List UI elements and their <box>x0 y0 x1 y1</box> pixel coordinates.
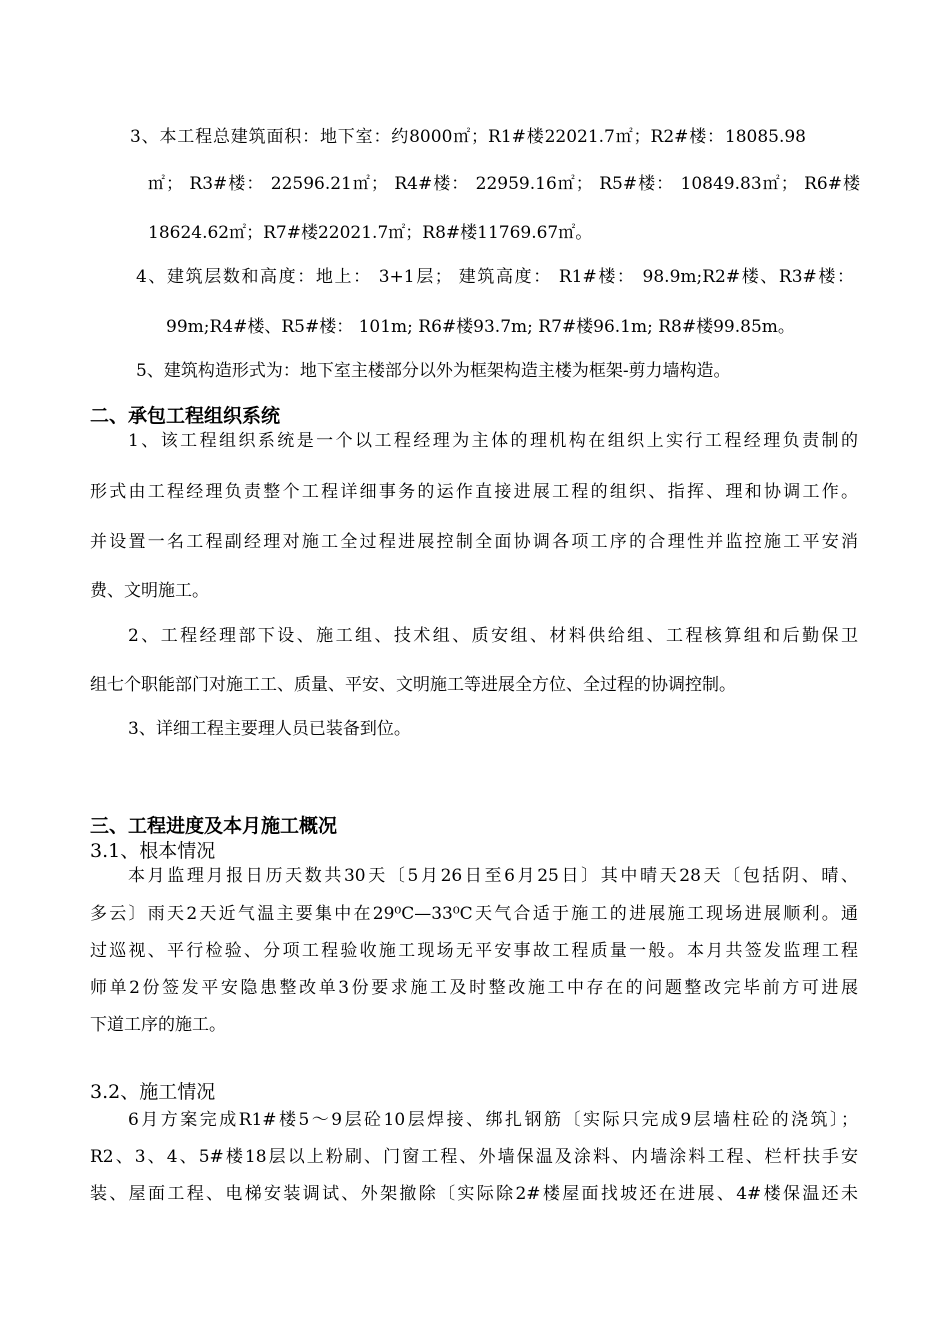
section3-2-title: 3.2、施工情况 <box>90 1081 216 1103</box>
section3-1-title: 3.1、根本情况 <box>90 840 216 862</box>
section3-2-line2: R2、3、4、5#楼18层以上粉刷、门窗工程、外墙保温及涂料、内墙涂料工程、栏杆扶手安 <box>90 1147 858 1167</box>
section3-2-line3: 装、屋面工程、电梯安装调试、外架撤除〔实际除2#楼屋面找坡还在进展、4#楼保温还未 <box>90 1184 858 1204</box>
section2-p2-line1: 2、工程经理部下设、施工组、技术组、质安组、材料供给组、工程核算组和后勤保卫 <box>128 626 858 646</box>
section2-p1-line1: 1、该工程组织系统是一个以工程经理为主体的理机构在组织上实行工程经理负责制的 <box>128 431 858 451</box>
section3-1-line4: 师单2份签发平安隐患整改单3份要求施工及时整改施工中存在的问题整改完毕前方可进展 <box>90 978 858 998</box>
item4-line1: 4、建筑层数和高度：地上： 3+1层； 建筑高度： R1#楼： 98.9m;R2#楼、R3#楼： <box>136 267 854 287</box>
section3-title: 三、工程进度及本月施工概况 <box>90 815 338 837</box>
item4-line2: 99m;R4#楼、R5#楼： 101m; R6#楼93.7m; R7#楼96.1m; R8#楼99.85m。 <box>166 317 795 337</box>
section2-p3: 3、详细工程主要理人员已装备到位。 <box>128 719 411 739</box>
section3-2-line1: 6月方案完成R1#楼5～9层砼10层焊接、绑扎钢筋〔实际只完成9层墙柱砼的浇筑〕； <box>128 1110 858 1130</box>
section3-1-line3: 过巡视、平行检验、分项工程验收施工现场无平安事故工程质量一般。本月共签发监理工程 <box>90 941 858 961</box>
section2-p1-line4: 费、文明施工。 <box>90 581 209 601</box>
section3-1-line5: 下道工序的施工。 <box>90 1015 226 1035</box>
item3-line2: ㎡； R3#楼： 22596.21㎡； R4#楼： 22959.16㎡； R5#楼： 10849.83㎡； R6#楼 <box>148 174 860 194</box>
item3-line3: 18624.62㎡；R7#楼22021.7㎡；R8#楼11769.67㎡。 <box>148 223 593 243</box>
section3-1-line1: 本月监理月报日历天数共30天〔5月26日至6月25日〕其中晴天28天〔包括阴、晴、 <box>128 866 858 886</box>
section2-p1-line2: 形式由工程经理负责整个工程详细事务的运作直接进展工程的组织、指挥、理和协调工作。 <box>90 482 858 502</box>
item5: 5、建筑构造形式为：地下室主楼部分以外为框架构造主楼为框架-剪力墙构造。 <box>136 361 731 381</box>
section2-p2-line2: 组七个职能部门对施工工、质量、平安、文明施工等进展全方位、全过程的协调控制。 <box>90 675 736 695</box>
section3-1-line2: 多云〕雨天2天近气温主要集中在29⁰C—33⁰C天气合适于施工的进展施工现场进展顺利。通 <box>90 904 858 924</box>
item3-line1: 3、本工程总建筑面积：地下室：约8000㎡；R1#楼22021.7㎡；R2#楼：18085.98 <box>130 127 806 147</box>
section2-p1-line3: 并设置一名工程副经理对施工全过程进展控制全面协调各项工序的合理性并监控施工平安消 <box>90 532 858 552</box>
section2-title: 二、承包工程组织系统 <box>90 405 281 427</box>
